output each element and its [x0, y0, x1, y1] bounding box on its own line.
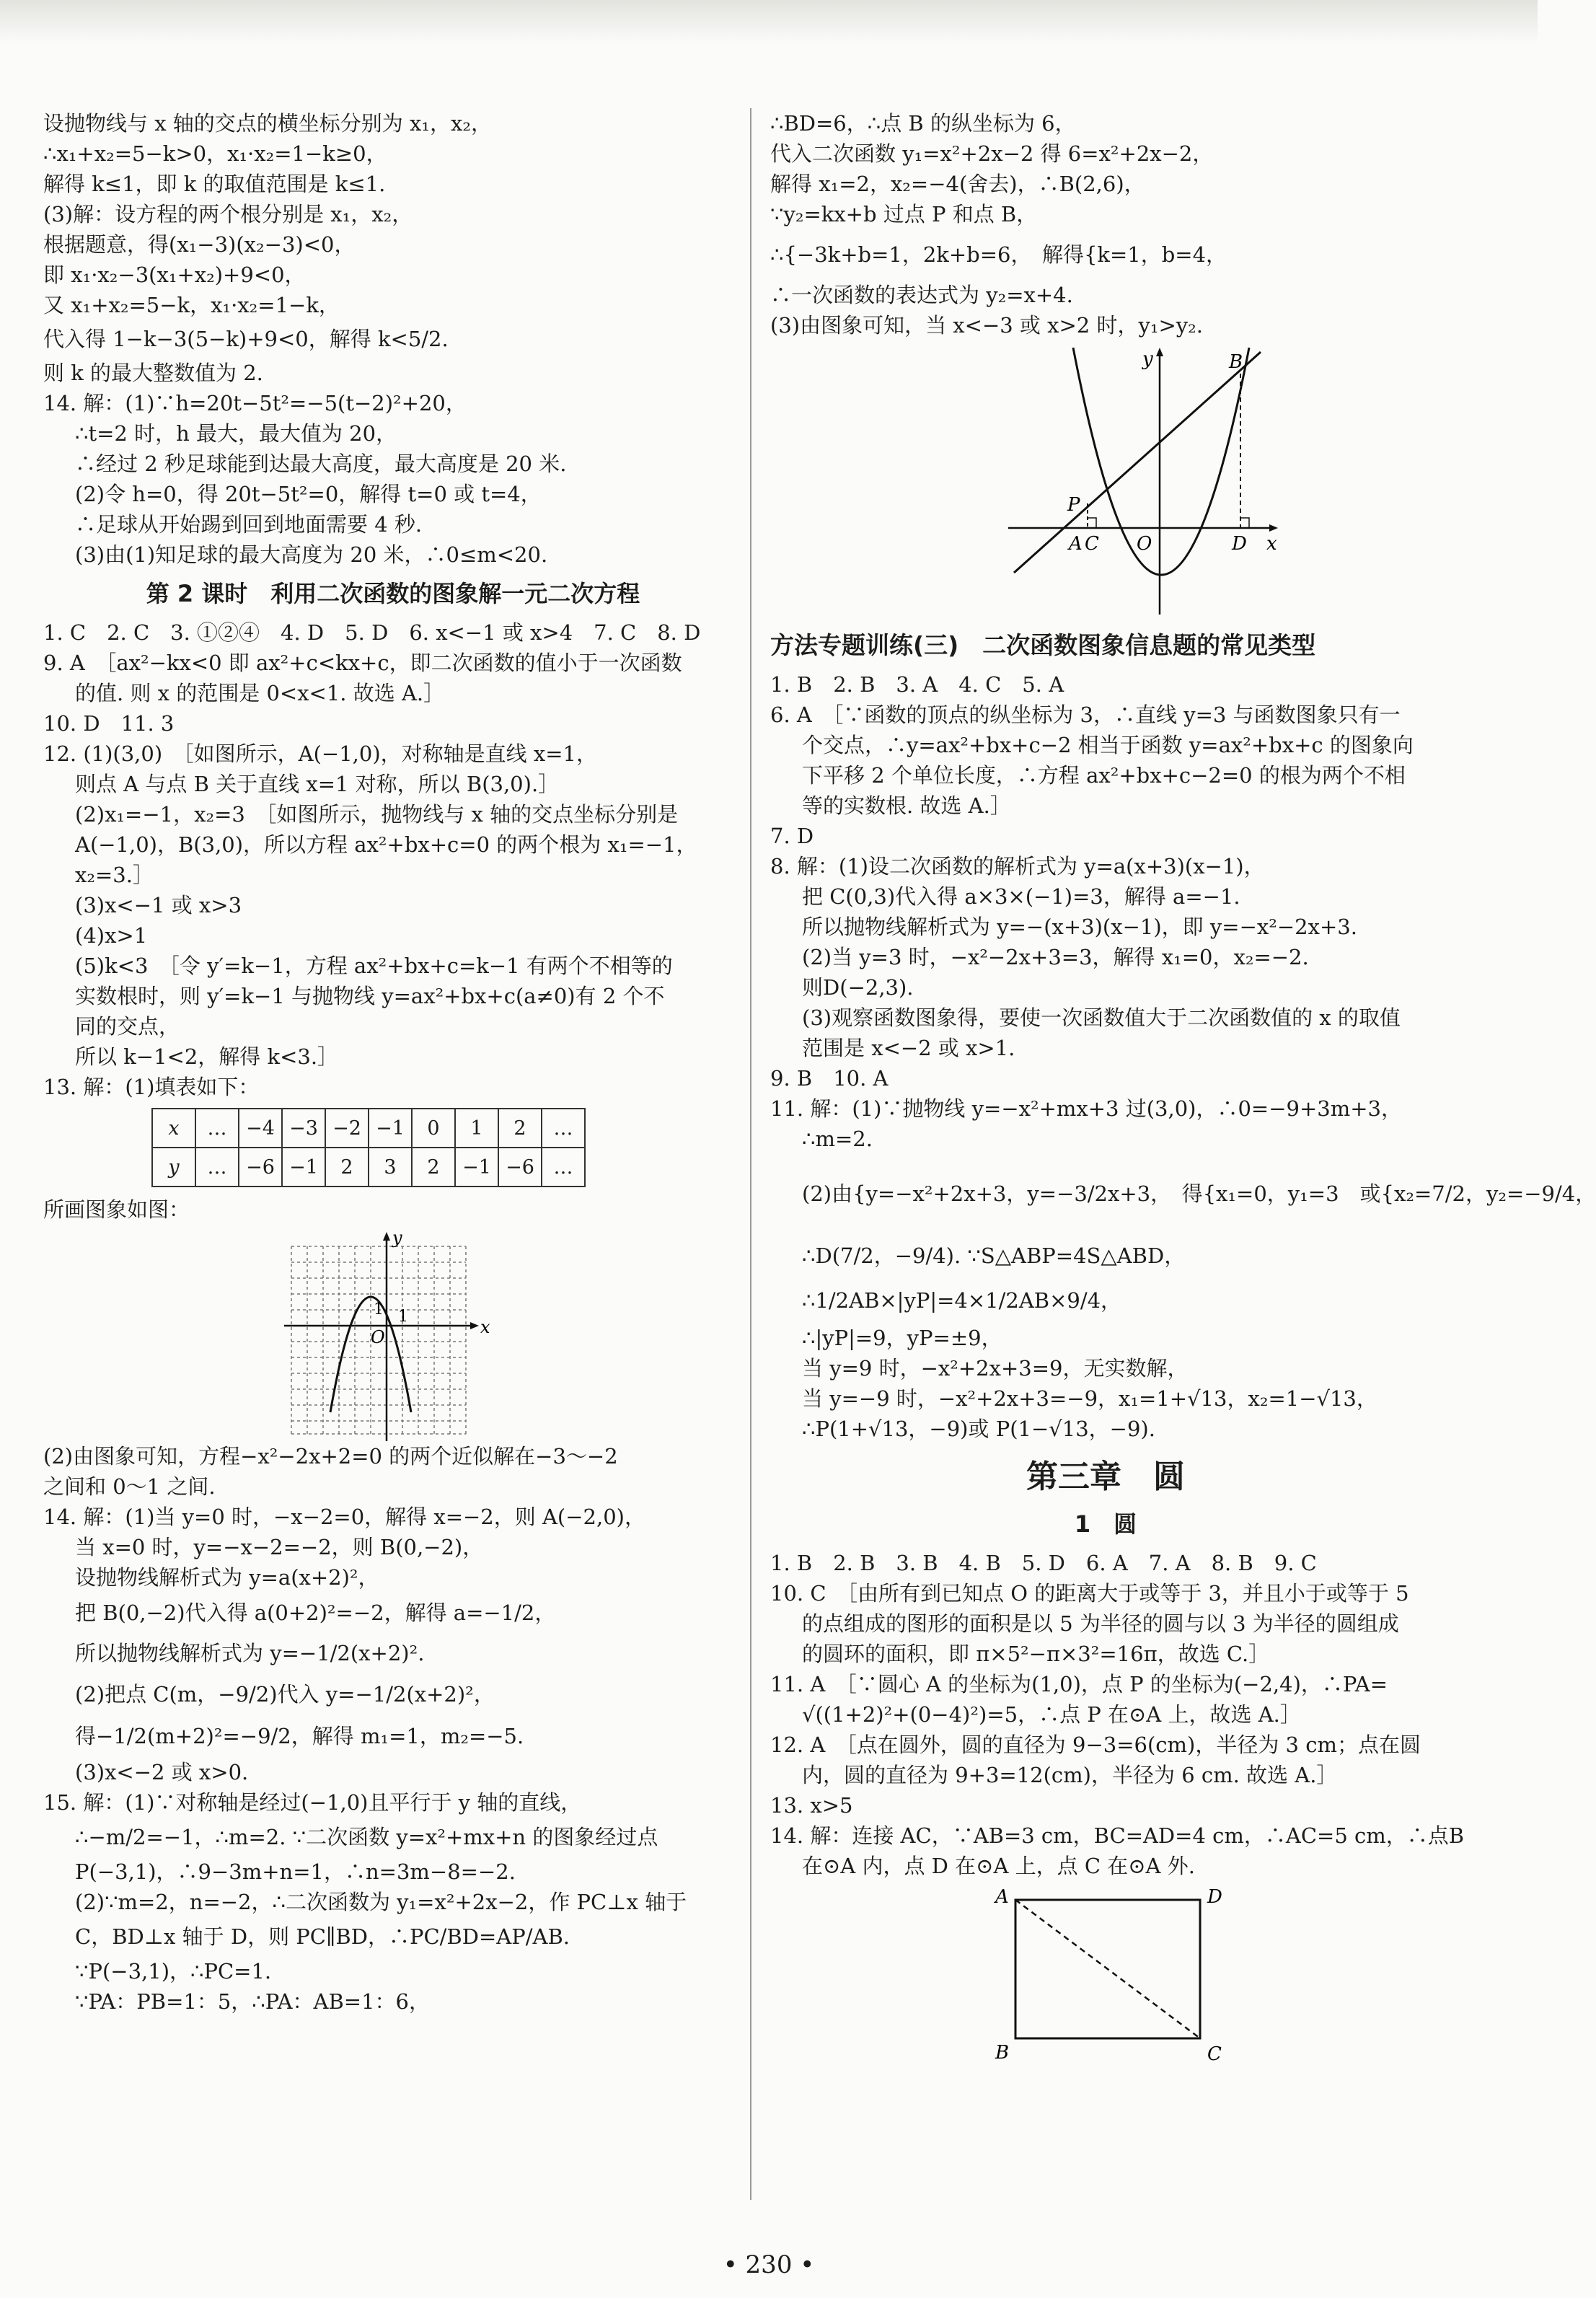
text-line: P(−3,1)，∴9−3m+n=1，∴n=3m−8=−2. [75, 1859, 516, 1884]
answer-7: 7. D [770, 824, 814, 848]
line-parabola-figure [770, 340, 1441, 622]
answers-1-8: 1. C 2. C 3. ①②④ 4. D 5. D 6. x<−1 或 x>4 7. C 8. D [43, 620, 701, 645]
x-axis-label: x [480, 1317, 490, 1337]
parabola-grid-figure [43, 1225, 743, 1441]
text-line: (2)令 h=0，得 20t−5t²=0，解得 t=0 或 t=4， [75, 482, 542, 506]
text-line: ∵y₂=kx+b 过点 P 和点 B， [770, 202, 1038, 226]
text-line: (2)由{y=−x²+2x+3，y=−3/2x+3， 得{x₁=0，y₁=3 或{x₂=7/2，y₂=−9/4， [802, 1181, 1596, 1206]
text-line: 解得 k≤1，即 k 的取值范围是 k≤1. [43, 172, 386, 196]
text-line: 的点组成的图形的面积是以 5 为半径的圆与以 3 为半径的圆组成 [802, 1611, 1399, 1636]
table-cell: 1 [455, 1109, 498, 1148]
table-cell: −3 [282, 1109, 325, 1148]
text-line: (2)由图象可知，方程−x²−2x+2=0 的两个近似解在−3～−2 [43, 1444, 618, 1469]
answers-9-10: 9. B 10. A [770, 1066, 889, 1091]
text-line: 的圆环的面积，即 π×5²−π×3²=16π，故选 C.］ [802, 1642, 1270, 1666]
table-row-y [152, 1148, 585, 1187]
lesson-heading: 第 2 课时 利用二次函数的图象解一元二次方程 [146, 580, 640, 607]
right-column [770, 108, 1596, 2069]
text-line: (3)解：设方程的两个根分别是 x₁，x₂， [43, 202, 413, 226]
text-line: (3)观察函数图象得，要使一次函数值大于二次函数值的 x 的取值 [802, 1005, 1401, 1030]
point-a-label: A [1069, 533, 1083, 555]
point-c-label: C [1085, 533, 1099, 555]
table-cell: y [152, 1148, 195, 1187]
right-angle-mark [1088, 518, 1096, 528]
vertex-a-label: A [995, 1886, 1009, 1908]
left-column [43, 108, 743, 2017]
text-line: 范围是 x<−2 或 x>1. [802, 1036, 1015, 1060]
table-cell: −1 [369, 1109, 412, 1148]
unit-x-label: 1 [398, 1308, 408, 1326]
text-line: ∴x₁+x₂=5−k>0，x₁·x₂=1−k≥0， [43, 141, 387, 166]
text-line: (3)x<−1 或 x>3 [75, 893, 242, 917]
column-divider [750, 108, 751, 2200]
text-line: 内，圆的直径为 9+3=12(cm)，半径为 6 cm. 故选 A.］ [802, 1763, 1338, 1787]
table-cell: −1 [282, 1148, 325, 1187]
text-line: (2)∵m=2，n=−2，∴二次函数为 y₁=x²+2x−2，作 PC⊥x 轴于 [75, 1890, 687, 1914]
text-line: ∴|yP|=9，yP=±9， [802, 1326, 1002, 1350]
answer-13: 13. x>5 [770, 1793, 853, 1818]
table-cell: −6 [498, 1148, 542, 1187]
text-line: 所以抛物线解析式为 y=−(x+3)(x−1)，即 y=−x²−2x+3. [802, 915, 1357, 939]
section-title: 1 圆 [1074, 1510, 1137, 1538]
text-line: 代入得 1−k−3(5−k)+9<0，解得 k<5/2. [43, 327, 449, 351]
answer-12: 12. A ［点在圆外，圆的直径为 9−3=6(cm)，半径为 3 cm；点在圆 [770, 1733, 1421, 1757]
table-cell: −6 [239, 1148, 282, 1187]
text-line: ∴足球从开始踢到回到地面需要 4 秒. [75, 512, 423, 537]
text-line: 在⊙A 内，点 D 在⊙A 上，点 C 在⊙A 外. [802, 1854, 1195, 1878]
text-line: x₂=3.］ [75, 863, 154, 887]
text-line: 下平移 2 个单位长度，∴方程 ax²+bx+c−2=0 的根为两个不相 [802, 763, 1406, 788]
table-cell: 2 [498, 1109, 542, 1148]
text-line: 当 y=9 时，−x²+2x+3=9，无实数解， [802, 1356, 1189, 1381]
text-line: 当 y=−9 时，−x²+2x+3=−9，x₁=1+√13，x₂=1−√13， [802, 1386, 1377, 1411]
text-line: (3)由图象可知，当 x<−3 或 x>2 时，y₁>y₂. [770, 313, 1203, 338]
text-line: (4)x>1 [75, 923, 148, 948]
vertex-b-label: B [995, 2042, 1010, 2064]
page-number: • 230 • [723, 2250, 815, 2279]
text-line: ∴−m/2=−1，∴m=2. ∵二次函数 y=x²+mx+n 的图象经过点 [75, 1825, 658, 1849]
table-cell: −4 [239, 1109, 282, 1148]
table-cell: 0 [412, 1109, 455, 1148]
text-line: ∴1/2AB×|yP|=4×1/2AB×9/4， [802, 1288, 1122, 1313]
text-line: 设抛物线解析式为 y=a(x+2)²， [75, 1565, 379, 1590]
text-line: 代入二次函数 y₁=x²+2x−2 得 6=x²+2x−2， [770, 141, 1214, 166]
answer-11: 11. A ［∵圆心 A 的坐标为(1,0)，点 P 的坐标为(−2,4)，∴PA= [770, 1672, 1388, 1696]
text-line: 实数根时，则 y′=k−1 与抛物线 y=ax²+bx+c(a≠0)有 2 个不 [75, 984, 665, 1008]
right-angle-mark [1240, 518, 1249, 528]
text-line: 个交点，∴y=ax²+bx+c−2 相当于函数 y=ax²+bx+c 的图象向 [802, 733, 1414, 757]
table-cell: 3 [369, 1148, 412, 1187]
y-axis-arrow [383, 1232, 390, 1241]
text-line: ∴D(7/2，−9/4). ∵S△ABP=4S△ABD， [802, 1243, 1186, 1268]
text-line: (2)当 y=3 时，−x²−2x+3=3，解得 x₁=0，x₂=−2. [802, 945, 1309, 969]
diagonal-ac [1015, 1900, 1200, 2038]
text-line: (2)x₁=−1，x₂=3 ［如图所示，抛物线与 x 轴的交点坐标分别是 [75, 802, 679, 827]
x-axis-label: x [1266, 533, 1277, 555]
unit-y-label: 1 [374, 1300, 384, 1319]
scan-edge [0, 0, 1538, 43]
table-cell: 2 [325, 1148, 369, 1187]
text-line: 同的交点， [75, 1014, 180, 1039]
answer-14: 14. 解：(1)∵h=20t−5t²=−5(t−2)²+20， [43, 391, 467, 415]
x-axis-arrow [1269, 524, 1278, 532]
text-line: 即 x₁·x₂−3(x₁+x₂)+9<0， [43, 263, 306, 287]
text-line: ∴t=2 时，h 最大，最大值为 20， [75, 421, 397, 446]
text-line: (2)把点 C(m，−9/2)代入 y=−1/2(x+2)²， [75, 1682, 495, 1707]
y-axis-arrow [1156, 348, 1163, 356]
answer-12: 12. (1)(3,0) ［如图所示，A(−1,0)，对称轴是直线 x=1， [43, 741, 597, 766]
table-cell: −1 [455, 1148, 498, 1187]
text-line: 之间和 0～1 之间. [43, 1474, 216, 1499]
table-cell: … [195, 1109, 239, 1148]
vertex-d-label: D [1207, 1886, 1222, 1908]
x-axis-arrow [470, 1322, 479, 1329]
text-line: (3)由(1)知足球的最大高度为 20 米，∴0≤m<20. [75, 542, 548, 567]
answer-10: 10. C ［由所有到已知点 O 的距离大于或等于 3，并且小于或等于 5 [770, 1581, 1409, 1606]
table-cell: … [542, 1148, 585, 1187]
table-cell: … [542, 1109, 585, 1148]
y-axis-label: y [1142, 348, 1153, 370]
origin-label: O [371, 1327, 385, 1347]
text-line: ∴{−3k+b=1，2k+b=6， 解得{k=1，b=4， [770, 242, 1227, 267]
method-heading: 方法专题训练(三) 二次函数图象信息题的常见类型 [770, 631, 1316, 659]
answers-10-11: 10. D 11. 3 [43, 711, 175, 736]
text-line: 把 B(0,−2)代入得 a(0+2)²=−2，解得 a=−1/2， [75, 1601, 556, 1625]
text-line: 则D(−2,3). [802, 975, 914, 1000]
text-line: 把 C(0,3)代入得 a×3×(−1)=3，解得 a=−1. [802, 884, 1240, 909]
text-line: 所以 k−1<2，解得 k<3.］ [75, 1044, 339, 1069]
text-line: ∴BD=6，∴点 B 的纵坐标为 6， [770, 111, 1076, 136]
table-cell: −2 [325, 1109, 369, 1148]
answer-14b: 14. 解：(1)当 y=0 时，−x−2=0，解得 x=−2，则 A(−2,0)， [43, 1505, 645, 1529]
point-p-label: P [1067, 494, 1080, 516]
answer-6: 6. A ［∵函数的顶点的纵坐标为 3，∴直线 y=3 与函数图象只有一 [770, 703, 1401, 727]
point-b-label: B [1229, 351, 1243, 373]
text-line: 等的实数根. 故选 A.］ [802, 793, 1011, 818]
answer-9: 9. A ［ax²−kx<0 即 ax²+c<kx+c，即二次函数的值小于一次函数 [43, 651, 682, 675]
text-line: 所以抛物线解析式为 y=−1/2(x+2)². [75, 1641, 425, 1665]
chapter-title: 第三章 圆 [1026, 1458, 1185, 1495]
text-line: √((1+2)²+(0−4)²)=5，∴点 P 在⊙A 上，故选 A.］ [802, 1702, 1301, 1727]
parabola-curve [1073, 348, 1249, 575]
text-line: 根据题意，得(x₁−3)(x₂−3)<0， [43, 232, 356, 257]
text-line: (3)x<−2 或 x>0. [75, 1760, 249, 1784]
answer-8: 8. 解：(1)设二次函数的解析式为 y=a(x+3)(x−1)， [770, 854, 1265, 879]
answer-14: 14. 解：连接 AC，∵AB=3 cm，BC=AD=4 cm，∴AC=5 cm，∴点B [770, 1823, 1465, 1848]
text-line: 又 x₁+x₂=5−k，x₁·x₂=1−k， [43, 293, 340, 317]
point-d-label: D [1232, 533, 1247, 555]
table-row-x [152, 1109, 585, 1148]
text-line: 得−1/2(m+2)²=−9/2，解得 m₁=1，m₂=−5. [75, 1724, 524, 1748]
table-cell: … [195, 1148, 239, 1187]
text-line: 则 k 的最大整数值为 2. [43, 361, 263, 385]
origin-label: O [1137, 533, 1152, 555]
vertex-c-label: C [1207, 2043, 1222, 2065]
text-line: 则点 A 与点 B 关于直线 x=1 对称，所以 B(3,0).］ [75, 772, 560, 796]
value-table [151, 1108, 586, 1187]
text-line: 当 x=0 时，y=−x−2=−2，则 B(0,−2)， [75, 1535, 484, 1559]
answer-15: 15. 解：(1)∵对称轴是经过(−1,0)且平行于 y 轴的直线， [43, 1790, 582, 1815]
answers-1-5: 1. B 2. B 3. A 4. C 5. A [770, 672, 1064, 697]
table-cell: 2 [412, 1148, 455, 1187]
answers-1-9: 1. B 2. B 3. B 4. B 5. D 6. A 7. A 8. B 9. C [770, 1551, 1317, 1575]
text-line: C，BD⊥x 轴于 D，则 PC∥BD，∴PC/BD=AP/AB. [75, 1924, 570, 1949]
text-line: ∵P(−3,1)，∴PC=1. [75, 1959, 272, 1984]
answer-13: 13. 解：(1)填表如下： [43, 1075, 260, 1099]
y-axis-label: y [392, 1228, 402, 1248]
text-line: ∴P(1+√13，−9)或 P(1−√13，−9). [802, 1417, 1155, 1441]
text-line: ∴经过 2 秒足球能到达最大高度，最大高度是 20 米. [75, 452, 567, 476]
answer-11: 11. 解：(1)∵抛物线 y=−x²+mx+3 过(3,0)，∴0=−9+3m+3， [770, 1096, 1402, 1121]
table-cell: x [152, 1109, 195, 1148]
text-line: ∴一次函数的表达式为 y₂=x+4. [770, 283, 1073, 307]
text-line: 解得 x₁=2，x₂=−4(舍去)，∴B(2,6)， [770, 172, 1145, 196]
rectangle-figure [770, 1881, 1441, 2069]
text-line: (5)k<3 ［令 y′=k−1，方程 ax²+bx+c=k−1 有两个不相等的 [75, 954, 673, 978]
text-line: 的值. 则 x 的范围是 0<x<1. 故选 A.］ [75, 681, 445, 705]
text-line: A(−1,0)，B(3,0)，所以方程 ax²+bx+c=0 的两个根为 x₁=−1， [75, 832, 697, 857]
text-line: 设抛物线与 x 轴的交点的横坐标分别为 x₁，x₂， [43, 111, 492, 136]
text-line: ∵PA：PB=1：5，∴PA：AB=1：6， [75, 1989, 430, 2014]
graph-caption: 所画图象如图： [43, 1197, 190, 1222]
text-line: ∴m=2. [802, 1127, 873, 1151]
